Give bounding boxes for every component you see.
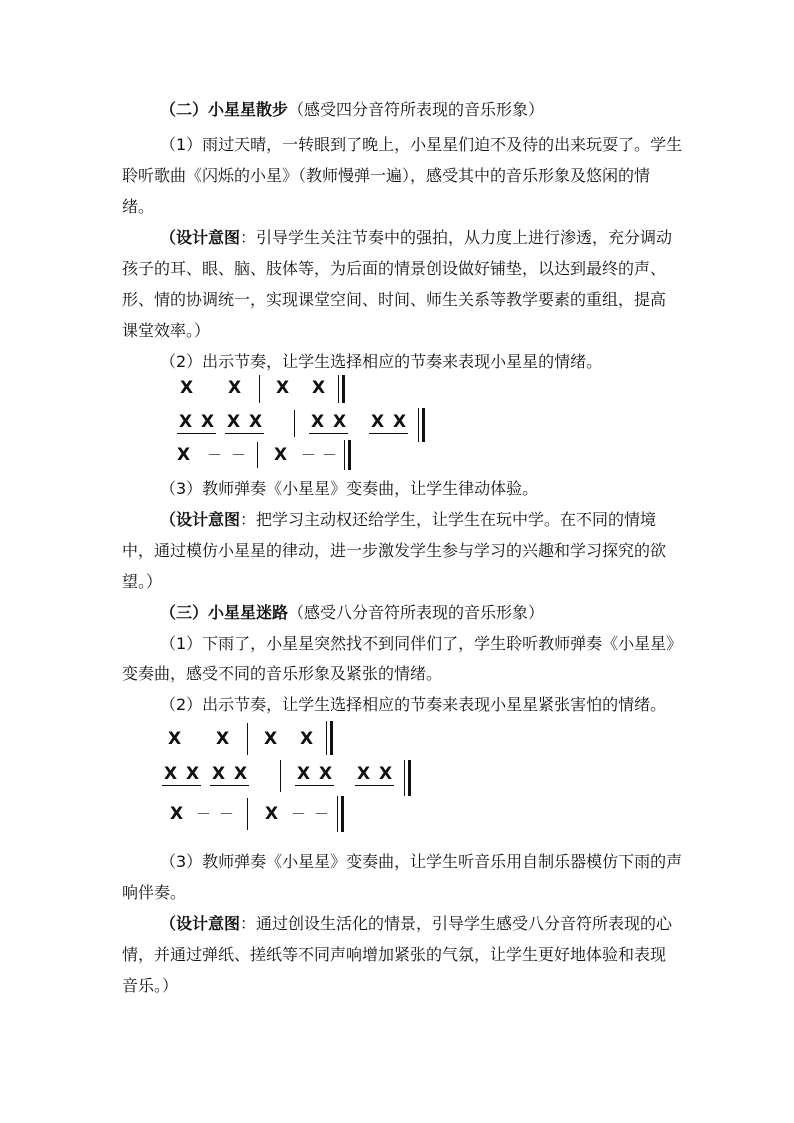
section3-p3-line2: 响伴奏。 [122, 883, 187, 902]
rhythm-dash: － [291, 805, 307, 823]
section2-heading-note: （感受四分音符所表现的音乐形象） [288, 100, 545, 119]
rhythm-note: X [168, 729, 182, 749]
rhythm-note: X [177, 445, 191, 465]
eighth-beam [210, 785, 249, 786]
rhythm-note: X [249, 412, 263, 432]
section2-design1-line4: 课堂效率。） [122, 321, 211, 340]
section3-p3-line1: （3）教师弹奏《小星星》变奏曲，让学生听音乐用自制乐器模仿下雨的声 [160, 852, 683, 871]
final-barline [326, 721, 327, 755]
rhythm-note: X [379, 764, 393, 784]
rhythm-note: X [264, 729, 278, 749]
rhythm-note: X [201, 412, 215, 432]
design-label: （设计意图 [160, 914, 241, 933]
section2-design1-line2: 孩子的耳、眼、脑、肢体等，为后面的情景创设做好铺垫，以达到最终的声、 [122, 259, 667, 278]
rhythm-note: X [265, 804, 279, 824]
design-label: （设计意图 [160, 228, 241, 247]
section2-design1-line1: （设计意图：引导学生关注节奏中的强拍，从力度上进行渗透，充分调动 [160, 228, 673, 247]
section3-heading [160, 603, 544, 623]
section2-design2-line2: 中，通过模仿小星星的律动，进一步激发学生参与学习的兴趣和学习探究的欲 [122, 541, 667, 560]
rhythm-note: X [164, 764, 178, 784]
section2-p1-line3: 绪。 [122, 197, 155, 216]
eighth-beam [309, 433, 348, 434]
eighth-beam [177, 433, 216, 434]
eighth-beam [295, 785, 334, 786]
final-barline [344, 440, 345, 470]
section2-p1-line1: （1）雨过天晴，一转眼到了晚上，小星星们迫不及待的出来玩耍了。学生 [160, 135, 683, 154]
rhythm-note: X [319, 764, 333, 784]
rhythm-note: X [234, 764, 248, 784]
rhythm-note: X [216, 729, 230, 749]
section2-heading-title: （二）小星星散步 [160, 100, 289, 119]
rhythm-note: X [333, 412, 347, 432]
final-barline-thick [341, 796, 344, 832]
barline [247, 798, 248, 830]
rhythm-note: X [228, 378, 242, 398]
barline [294, 410, 295, 437]
rhythm-note: X [300, 729, 314, 749]
barline [280, 760, 281, 792]
section3-heading-note: （感受八分音符所表现的音乐形象） [288, 603, 545, 622]
rhythm-note: X [170, 804, 184, 824]
rhythm-dash: － [231, 446, 247, 464]
section3-heading-title: （三）小星星迷路 [160, 603, 289, 622]
section2-design2-line1: （设计意图：把学习主动权还给学生，让学生在玩中学。在不同的情境 [160, 510, 657, 529]
section3-design-line2: 情，并通过弹纸、搓纸等不同声响增加紧张的气氛，让学生更好地体验和表现 [122, 945, 667, 964]
section3-design-line1: （设计意图：通过创设生活化的情景，引导学生感受八分音符所表现的心 [160, 914, 673, 933]
rhythm-dash: － [207, 446, 223, 464]
section2-design1-line3: 形、情的协调统一，实现课堂空间、时间、师生关系等教学要素的重组，提高 [122, 290, 667, 309]
eighth-beam [162, 785, 201, 786]
rhythm-note: X [297, 764, 311, 784]
rhythm-note: X [180, 378, 194, 398]
final-barline [337, 796, 338, 832]
rhythm-note: X [212, 764, 226, 784]
final-barline-thick [330, 721, 333, 755]
rhythm-note: X [371, 412, 385, 432]
rhythm-dash: － [219, 805, 235, 823]
rhythm-note: X [179, 412, 193, 432]
section2-heading [160, 100, 544, 120]
section2-p3: （3）教师弹奏《小星星》变奏曲，让学生律动体验。 [160, 479, 539, 498]
rhythm-dash: － [322, 446, 338, 464]
section2-design2-line3: 望。） [122, 572, 163, 591]
rhythm-note: X [312, 378, 326, 398]
rhythm-note: X [276, 378, 290, 398]
rhythm-note: X [311, 412, 325, 432]
eighth-beam [355, 785, 394, 786]
rhythm-note: X [227, 412, 241, 432]
section3-p1-line2: 变奏曲，感受不同的音乐形象及紧张的情绪。 [122, 664, 443, 683]
final-barline [338, 375, 339, 403]
final-barline-thick [408, 760, 411, 796]
section3-design-line3: 音乐。） [122, 976, 179, 995]
section2-p1-line2: 聆听歌曲《闪烁的小星》（教师慢弹一遍），感受其中的音乐形象及悠闲的情 [122, 166, 651, 185]
barline [257, 442, 258, 468]
barline [259, 375, 260, 403]
eighth-beam [225, 433, 264, 434]
rhythm-dash: － [196, 805, 212, 823]
design-label: （设计意图 [160, 510, 241, 529]
barline [247, 723, 248, 755]
rhythm-note: X [357, 764, 371, 784]
rhythm-note: X [393, 412, 407, 432]
section2-p2: （2）出示节奏，让学生选择相应的节奏来表现小星星的情绪。 [160, 352, 603, 371]
final-barline [404, 760, 405, 796]
final-barline-thick [422, 408, 425, 442]
final-barline [418, 408, 419, 442]
rhythm-note: X [186, 764, 200, 784]
final-barline-thick [348, 440, 351, 470]
section3-p1-line1: （1）下雨了，小星星突然找不到同伴们了，学生聆听教师弹奏《小星星》 [160, 634, 683, 653]
final-barline-thick [342, 375, 345, 403]
eighth-beam [369, 433, 408, 434]
rhythm-dash: － [314, 805, 330, 823]
section3-p2: （2）出示节奏，让学生选择相应的节奏来表现小星星紧张害怕的情绪。 [160, 695, 667, 714]
rhythm-dash: － [301, 446, 317, 464]
rhythm-note: X [274, 445, 288, 465]
